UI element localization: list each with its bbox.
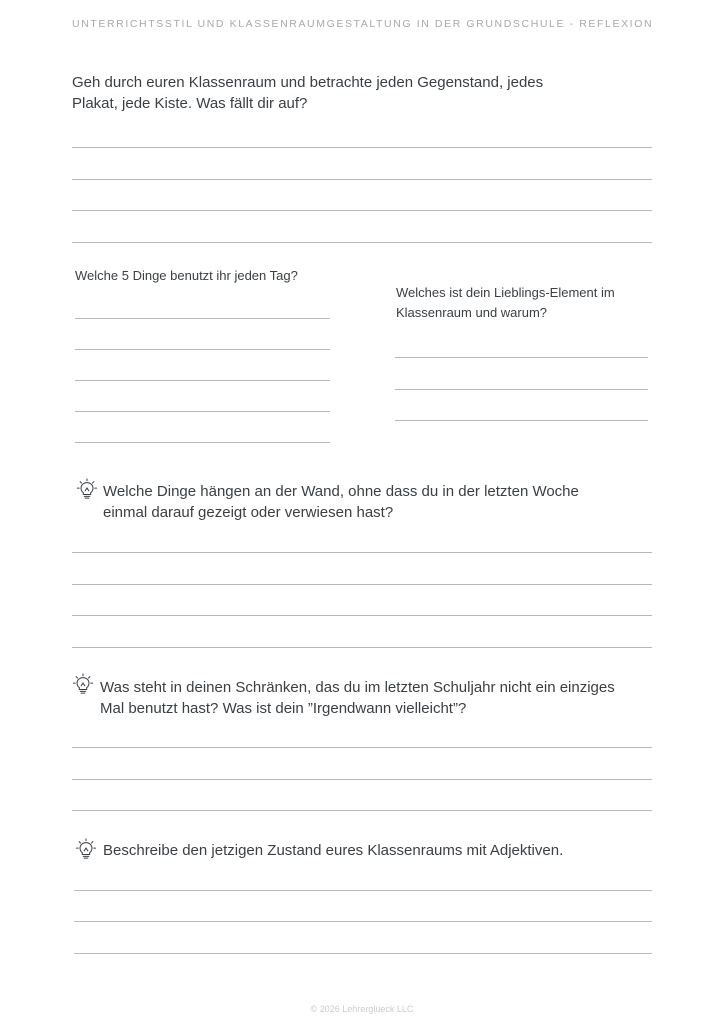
page-header: UNTERRICHTSSTIL UND KLASSENRAUMGESTALTUNG IN DER GRUNDSCHULE - REFLEXION	[72, 18, 654, 30]
answer-line[interactable]	[75, 318, 330, 319]
answer-line[interactable]	[72, 647, 652, 648]
answer-line[interactable]	[395, 420, 648, 421]
footer-copyright: © 2026 Lehrerglueck LLC	[310, 1004, 414, 1014]
question-4-line-2: einmal darauf gezeigt oder verwiesen hast?	[103, 504, 394, 521]
answer-line[interactable]	[75, 349, 330, 350]
answer-line[interactable]	[75, 380, 330, 381]
answer-line[interactable]	[72, 210, 652, 211]
question-4-line-1: Welche Dinge hängen an der Wand, ohne dass du in der letzten Woche	[103, 483, 579, 500]
lightbulb-icon	[75, 838, 97, 860]
question-1-line-1: Geh durch euren Klassenraum und betrachte jeden Gegenstand, jedes	[72, 74, 544, 91]
question-1	[72, 72, 672, 114]
answer-line[interactable]	[395, 357, 648, 358]
question-5-line-2: Mal benutzt hast? Was ist dein ”Irgendwann vielleicht”?	[100, 700, 467, 717]
lightbulb-icon	[76, 478, 98, 500]
answer-line[interactable]	[74, 890, 652, 891]
question-5	[100, 677, 690, 719]
answer-line[interactable]	[395, 389, 648, 390]
answer-line[interactable]	[72, 179, 652, 180]
answer-line[interactable]	[75, 442, 330, 443]
answer-line[interactable]	[72, 779, 652, 780]
answer-line[interactable]	[72, 810, 652, 811]
question-6	[103, 840, 673, 861]
answer-line[interactable]	[72, 747, 652, 748]
question-1-line-2: Plakat, jede Kiste. Was fällt dir auf?	[72, 95, 308, 112]
question-2-line-1: Welche 5 Dinge benutzt ihr jeden Tag?	[75, 268, 298, 283]
lightbulb-icon	[72, 673, 94, 695]
answer-line[interactable]	[74, 921, 652, 922]
question-4	[103, 481, 673, 523]
answer-line[interactable]	[72, 147, 652, 148]
question-3-line-2: Klassenraum und warum?	[396, 305, 548, 320]
question-3-line-1: Welches ist dein Lieblings-Element im	[396, 285, 615, 300]
question-5-line-1: Was steht in deinen Schränken, das du im letzten Schuljahr nicht ein einziges	[100, 679, 615, 696]
answer-line[interactable]	[72, 552, 652, 553]
answer-line[interactable]	[72, 615, 652, 616]
answer-line[interactable]	[74, 953, 652, 954]
answer-line[interactable]	[75, 411, 330, 412]
answer-line[interactable]	[72, 584, 652, 585]
question-2	[75, 266, 355, 286]
answer-line[interactable]	[72, 242, 652, 243]
question-6-line-1: Beschreibe den jetzigen Zustand eures Klassenraums mit Adjektiven.	[103, 842, 564, 859]
question-3	[396, 283, 666, 323]
